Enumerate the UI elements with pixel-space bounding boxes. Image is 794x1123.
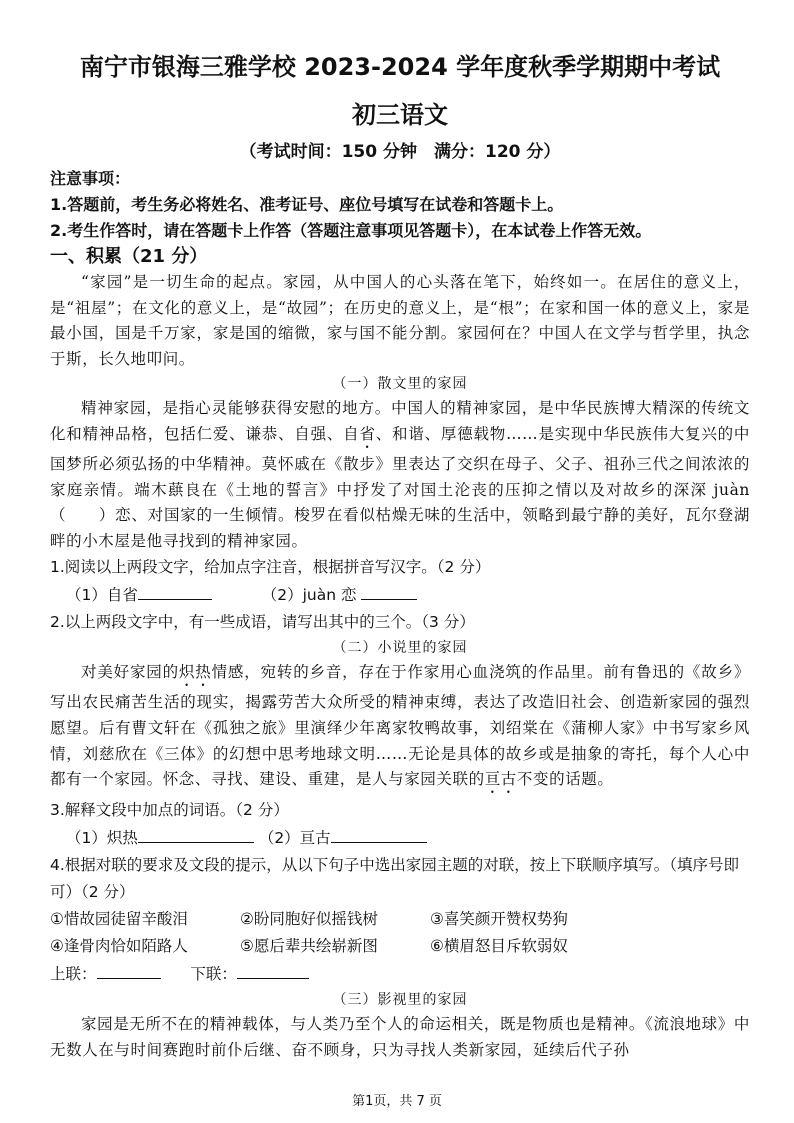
answer-blank[interactable] [331, 824, 427, 843]
page-number: 第1页，共 7 页 [352, 1094, 442, 1109]
dotted-char: 省 [359, 424, 376, 443]
answer-blank[interactable] [361, 581, 417, 600]
q1-sub2-label: （2）juàn 恋 [261, 586, 357, 605]
answer-blank[interactable] [237, 960, 309, 979]
notice-item: 1.答题前，考生务必将姓名、准考证号、座位号填写在试卷和答题卡上。 [50, 195, 564, 214]
couplet-options [50, 906, 750, 960]
question-1-subs [50, 581, 750, 609]
lower-label: 下联： [190, 965, 237, 984]
section-heading: 一、积累（21 分） [50, 246, 208, 267]
option-item: ⑥横眉怒目斥软弱奴 [430, 937, 568, 956]
question-2: 2.以上两段文字中，有一些成语，请写出其中的三个。（3 分） [50, 613, 475, 632]
part3-paragraph: 家园是无所不在的精神载体，与人类乃至个人的命运相关，既是物质也是精神。《流浪地球》中无数人在与时间赛跑时前仆后继、奋不顾身，只为寻找人类新家园，延续后代子孙 [50, 1015, 750, 1059]
exam-title: 南宁市银海三雅学校 2023-2024 学年度秋季学期期中考试 [79, 53, 721, 81]
answer-blank[interactable] [97, 960, 161, 979]
answer-blank[interactable] [138, 581, 212, 600]
question-3-subs [50, 824, 750, 852]
part-heading: （三）影视里的家园 [332, 992, 468, 1009]
question-3: 3.解释文段中加点的词语。（2 分） [50, 801, 289, 820]
notice-heading: 注意事项： [50, 169, 131, 188]
upper-label: 上联： [50, 965, 97, 984]
exam-info: （考试时间：150 分钟 满分：120 分） [239, 142, 561, 162]
part1-paragraph: 精神家园，是指心灵能够获得安慰的地方。中国人的精神家园，是中华民族博大精深的传统文化和精神品格，包括仁爱、谦恭、自强、自省、和谐、厚德载物……是实现中华民族伟大复兴的中国梦所必须弘扬的中华精神。莫怀戚在《散步》里表达了交织在母子、父子、祖孙三代之间浓浓的家庭亲情。端木蕻良在《土地的誓言》中抒发了对国土沦丧的压抑之情以及对故乡的深深 juàn（ ）恋、对国家的一生倾情。梭罗在看似枯燥无味的生活中，领略到最宁静的美好，瓦尔登湖畔的小木屋是他寻找到的精神家园。 [50, 399, 750, 550]
option-item: ③喜笑颜开赞权势狗 [430, 910, 568, 929]
option-item: ④逢骨肉恰如陌路人 [50, 937, 188, 956]
q3-sub1-label: （1）炽热 [66, 829, 138, 848]
intro-paragraph: “家园”是一切生命的起点。家园，从中国人的心头落在笔下，始终如一。在居住的意义上，是“祖屋”；在文化的意义上，是“故园”；在历史的意义上，是“根”；在家和国一体的意义上，家是最小国，国是千万家，家是国的缩微，家与国不能分割。家园何在？中国人在文学与哲学里，执念于斯，长久地叩问。 [50, 273, 750, 368]
part-heading: （一）散文里的家园 [332, 376, 468, 393]
dotted-word: 炽热 [178, 663, 212, 682]
notice-item: 2.考生作答时，请在答题卡上作答（答题注意事项见答题卡），在本试卷上作答无效。 [50, 221, 652, 240]
q1-sub1-label: （1）自省 [66, 586, 138, 605]
option-item: ⑤愿后辈共绘崭新图 [240, 937, 378, 956]
q3-sub2-label: （2）亘古 [258, 829, 331, 848]
option-item: ②盼同胞好似摇钱树 [240, 910, 378, 929]
question-1: 1.阅读以上两段文字，给加点字注音，根据拼音写汉字。（2 分） [50, 558, 491, 577]
subject-title: 初三语文 [352, 101, 448, 129]
dotted-word: 亘古 [484, 770, 517, 789]
part-heading: （二）小说里的家园 [332, 640, 468, 657]
couplet-answer-line [50, 960, 750, 988]
option-item: ①惜故园徒留辛酸泪 [50, 910, 188, 929]
part2-paragraph: 对美好家园的炽热情感，宛转的乡音，存在于作家用心血浇筑的作品里。前有鲁迅的《故乡》写出农民痛苦生活的现实，揭露劳苦大众所受的精神束缚，表达了改造旧社会、创造新家园的强烈愿望。后有曹文轩在《孤独之旅》里演绎少年离家牧鸭故事，刘绍棠在《蒲柳人家》中书写家乡风情，刘慈欣在《三体》的幻想中思考地球文明……无论是具体的故乡或是抽象的寄托，每个人心中都有一个家园。怀念、寻找、建设、重建，是人与家园关联的亘古不变的话题。 [50, 663, 750, 789]
question-4: 4.根据对联的要求及文段的提示，从以下句子中选出家园主题的对联，按上下联顺序填写。（填序号即可）（2 分） [50, 856, 740, 902]
answer-blank[interactable] [138, 824, 254, 843]
